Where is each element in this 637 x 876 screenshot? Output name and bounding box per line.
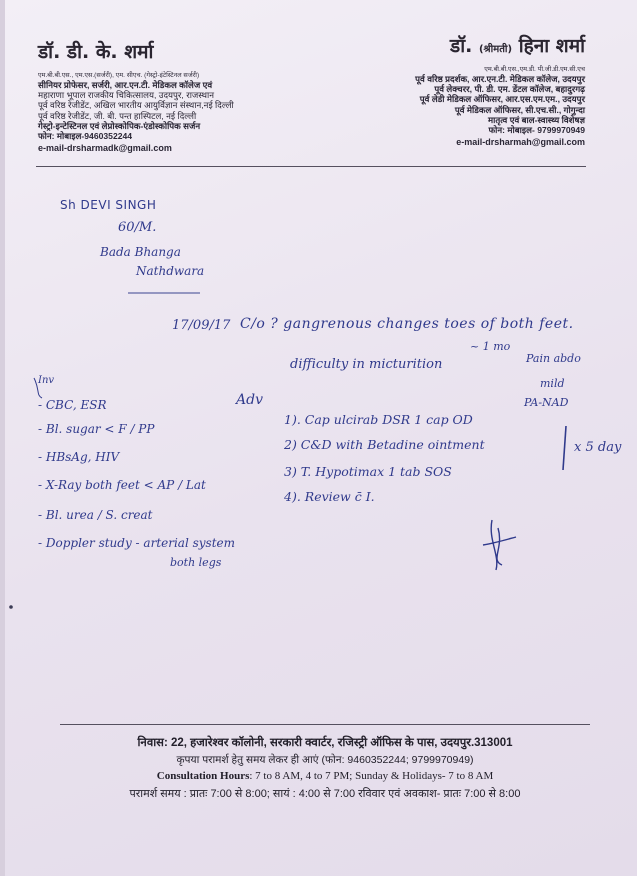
right-doctor-qualifications: एम.बी.बी.एस.,एम.डी. पी.जी.डी.एम.सी.एच xyxy=(484,66,585,73)
left-doctor-line: पूर्व वरिष्ठ रेजीडेंट, अखिल भारतीय आयुर्विज्ञान संस्थान,नई दिल्ली xyxy=(38,100,234,111)
exam-note-2: mild xyxy=(540,377,565,390)
consultation-value: : 7 to 8 AM, 4 to 7 PM; Sunday & Holidays- 7 to 8 AM xyxy=(249,770,494,782)
exam-note-3: PA-NAD xyxy=(524,396,569,409)
right-doctor-phone: फोन: मोबाइल- 9799970949 xyxy=(488,125,585,136)
investigations-heading: Inv xyxy=(38,375,55,386)
footer-address: निवास: 22, हजारेश्वर कॉलोनी, सरकारी क्वार्टर, रजिस्ट्री ऑफिस के पास, उदयपुर.313001 xyxy=(137,737,513,749)
right-doctor-line: पूर्व लेडी मेडिकल ऑफिसर, आर.एस.एम.एम., उदयपुर xyxy=(419,94,585,105)
footer-timings: परामर्श समय : प्रातः 7:00 से 8:00; सायं : 4:00 से 7:00 रविवार एवं अवकाश- प्रातः 7:00 से 8:00 xyxy=(129,788,521,800)
patient-address-1: Bada Bhanga xyxy=(100,245,181,259)
footer-appointment: कृपया परामर्श हेतु समय लेकर ही आएं (फोन: 9460352244; 9799970949) xyxy=(176,754,474,766)
left-doctor-line: सीनियर प्रोफेसर, सर्जरी, आर.एन.टी. मेडिकल कॉलेज एवं xyxy=(38,80,213,90)
right-doctor-line: पूर्व लेक्चरर, पी. डी. एम. डेंटल कॉलेज, बहादुरगढ़ xyxy=(434,84,585,95)
rx-item: 3) T. Hypotimax 1 tab SOS xyxy=(284,464,452,479)
rx-bracket xyxy=(563,426,566,470)
investigation-item: - HBsAg, HIV xyxy=(38,450,120,464)
right-doctor-line: मातृत्व एवं बाल-स्वास्थ्य विशेषज्ञ xyxy=(488,114,585,125)
right-doctor-name: हिना शर्मा xyxy=(518,35,585,57)
investigation-item: - Bl. sugar < F / PP xyxy=(38,422,155,436)
left-doctor-line: महाराणा भूपाल राजकीय चिकित्सालय, उदयपुर, राजस्थान xyxy=(38,90,214,101)
ink-dot xyxy=(9,605,13,609)
left-doctor-line: गेस्ट्रो-इन्टेस्टिनल एवं लेप्रोस्कोपिक-एंडोस्कोपिक सर्जन xyxy=(38,120,201,131)
footer-divider xyxy=(60,724,590,725)
advice-label: Adv xyxy=(236,392,263,408)
right-doctor-title: (श्रीमती) xyxy=(478,44,513,55)
left-doctor-phone: फोन: मोबाइल-9460352244 xyxy=(38,131,133,142)
investigation-item-cont: both legs xyxy=(170,556,222,569)
right-doctor-email: e-mail-drsharmah@gmail.com xyxy=(456,137,585,148)
right-doctor-line: पूर्व मेडिकल ऑफिसर, सी.एच.सी., गोगुन्दा xyxy=(454,104,585,115)
investigation-item: - X-Ray both feet < AP / Lat xyxy=(38,478,206,492)
left-doctor-line: पूर्व वरिष्ठ रेजीडेंट, जी. बी. पन्त हास्पिटल, नई दिल्ली xyxy=(38,110,197,121)
rx-item: 2) C&D with Betadine ointment xyxy=(284,437,485,452)
rx-duration: x 5 day xyxy=(574,440,622,455)
inv-bracket xyxy=(34,378,42,398)
investigation-item: - CBC, ESR xyxy=(38,398,107,412)
difficulty-note: difficulty in micturition xyxy=(290,357,443,372)
patient-address-2: Nathdwara xyxy=(136,264,205,278)
chief-complaint: C/o ? gangrenous changes toes of both feet. xyxy=(240,316,574,332)
investigation-item: - Bl. urea / S. creat xyxy=(38,508,153,522)
onset-note: ~ 1 mo xyxy=(470,340,511,353)
rx-item: 1). Cap ulcirab DSR 1 cap OD xyxy=(284,412,473,427)
exam-note-1: Pain abdo xyxy=(526,352,581,365)
visit-date: 17/09/17 xyxy=(172,318,231,333)
left-doctor-name: डॉ. डी. के. शर्मा xyxy=(38,41,154,63)
right-doctor-prefix: डॉ. xyxy=(450,35,473,57)
patient-age-sex: 60/M. xyxy=(118,220,157,235)
signature xyxy=(483,520,516,570)
patient-name: Sh DEVI SINGH xyxy=(60,198,157,212)
footer-consultation xyxy=(60,770,590,782)
left-doctor-qualifications: एम.बी.बी.एस., एम.एस.(सर्जरी), एम. सीएच. (गेस्ट्रो-इंटेस्टिनल सर्जरी) xyxy=(38,72,200,79)
left-doctor-email: e-mail-drsharmadk@gmail.com xyxy=(38,143,172,154)
right-doctor-line: पूर्व वरिष्ठ प्रदर्शक, आर.एन.टी. मेडिकल कॉलेज, उदयपुर xyxy=(415,74,585,84)
investigation-item: - Doppler study - arterial system xyxy=(38,536,236,550)
consultation-label: Consultation Hours xyxy=(156,770,250,782)
rx-item: 4). Review c̄ I. xyxy=(284,489,375,504)
